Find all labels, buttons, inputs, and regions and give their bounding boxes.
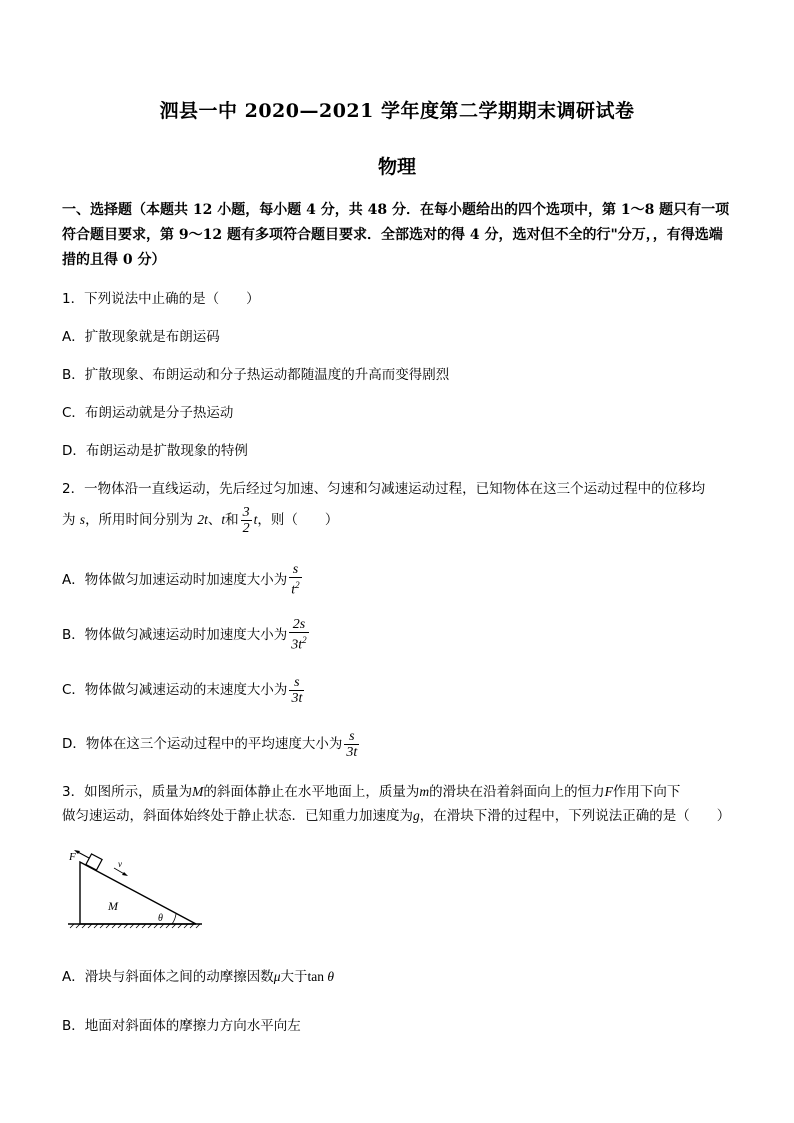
- q3-option-b: B．地面对斜面体的摩擦力方向水平向左: [62, 1018, 301, 1034]
- velocity-arrow: [114, 868, 128, 876]
- q2-text: 为: [62, 512, 76, 528]
- q2-option-b: B．物体做匀减速运动时加速度大小为 $\frac{2s}{3t^2}$: [62, 617, 307, 653]
- q2-stem-line1: 2．一物体沿一直线运动，先后经过匀加速、匀速和匀减速运动过程，已知物体在这三个运动过程中的位移均: [62, 481, 706, 497]
- force-arrow: [74, 850, 89, 858]
- q3-g-symbol: g: [413, 808, 420, 823]
- q2-option-c: C．物体做匀减速运动的末速度大小为 $\frac{s}{3t}$: [62, 674, 303, 706]
- angle-arc: [172, 914, 176, 924]
- fig-label-F: F: [69, 851, 76, 863]
- q3-M-symbol: M: [192, 784, 204, 799]
- incline-figure: [62, 848, 212, 938]
- q2-text: ，所用时间分别为: [85, 512, 194, 528]
- q2-text: 、: [207, 512, 222, 528]
- q2-s-symbol: s: [79, 512, 86, 527]
- fig-label-M: M: [108, 899, 118, 913]
- incline-wedge: [80, 862, 196, 924]
- mu-symbol: μ: [273, 969, 281, 984]
- q1-option-c: C．布朗运动就是分子热运动: [62, 405, 234, 421]
- exam-title: 泗县一中 2020—2021 学年度第二学期期末调研试卷: [159, 100, 635, 122]
- q3-m-symbol: m: [419, 784, 430, 799]
- q2-stem-line2: [62, 502, 338, 538]
- q2-c-fraction: $\frac{s}{3t}$: [291, 674, 303, 706]
- fig-label-v: v: [118, 859, 122, 869]
- q3-option-a: A．滑块与斜面体之间的动摩擦因数μ大于tan θ: [62, 969, 335, 985]
- section-heading: 一、选择题（本题共 12 小题，每小题 4 分，共 48 分．在每小题给出的四个选项中，第 1～8 题只有一项符合题目要求，第 9～12 题有多项符合题目要求．全部选对的得 4 分，选对但不全的行"分万，，有得选端措的且得 0 分）: [62, 202, 730, 268]
- q2-option-a: A．物体做匀加速运动时加速度大小为 $\frac{s}{t^2}$: [62, 562, 300, 598]
- q1-option-d: D．布朗运动是扩散现象的特例: [62, 443, 248, 459]
- q1-option-a: A．扩散现象就是布朗运码: [62, 329, 220, 345]
- q2-text: ，则（ ）: [257, 512, 339, 528]
- q2-b-fraction: $\frac{2s}{3t^2}$: [291, 617, 307, 653]
- slider-block: [86, 854, 102, 870]
- fig-label-theta: θ: [158, 913, 163, 924]
- q1-option-b: B．扩散现象、布朗运动和分子热运动都随温度的升高而变得剧烈: [62, 367, 450, 383]
- q3-stem-line1: 3．如图所示，质量为M的斜面体静止在水平地面上，质量为m的滑块在沿着斜面向上的恒力F作用下向下: [62, 784, 681, 800]
- q3-F-symbol: F: [604, 784, 613, 799]
- q2-text: 和: [225, 512, 239, 528]
- q2-fraction-3-2: $\frac{3}{2}$: [242, 504, 250, 536]
- q2-d-fraction: $\frac{s}{3t}$: [346, 728, 358, 760]
- q2-a-fraction: $\frac{s}{t^2}$: [291, 562, 300, 598]
- q2-time-t3: t: [253, 512, 258, 527]
- q3-stem-line2: 做匀速运动，斜面体始终处于静止状态．已知重力加速度为g，在滑块下滑的过程中，下列说法正确的是（ ）: [62, 808, 731, 824]
- q1-stem: 1．下列说法中止确的是（ ）: [62, 291, 260, 307]
- q2-time-2t: 2t: [197, 512, 208, 527]
- subject-title: 物理: [377, 156, 416, 178]
- q2-time-t: t: [221, 512, 226, 527]
- q2-option-d: D．物体在这三个运动过程中的平均速度大小为 $\frac{s}{3t}$: [62, 728, 358, 760]
